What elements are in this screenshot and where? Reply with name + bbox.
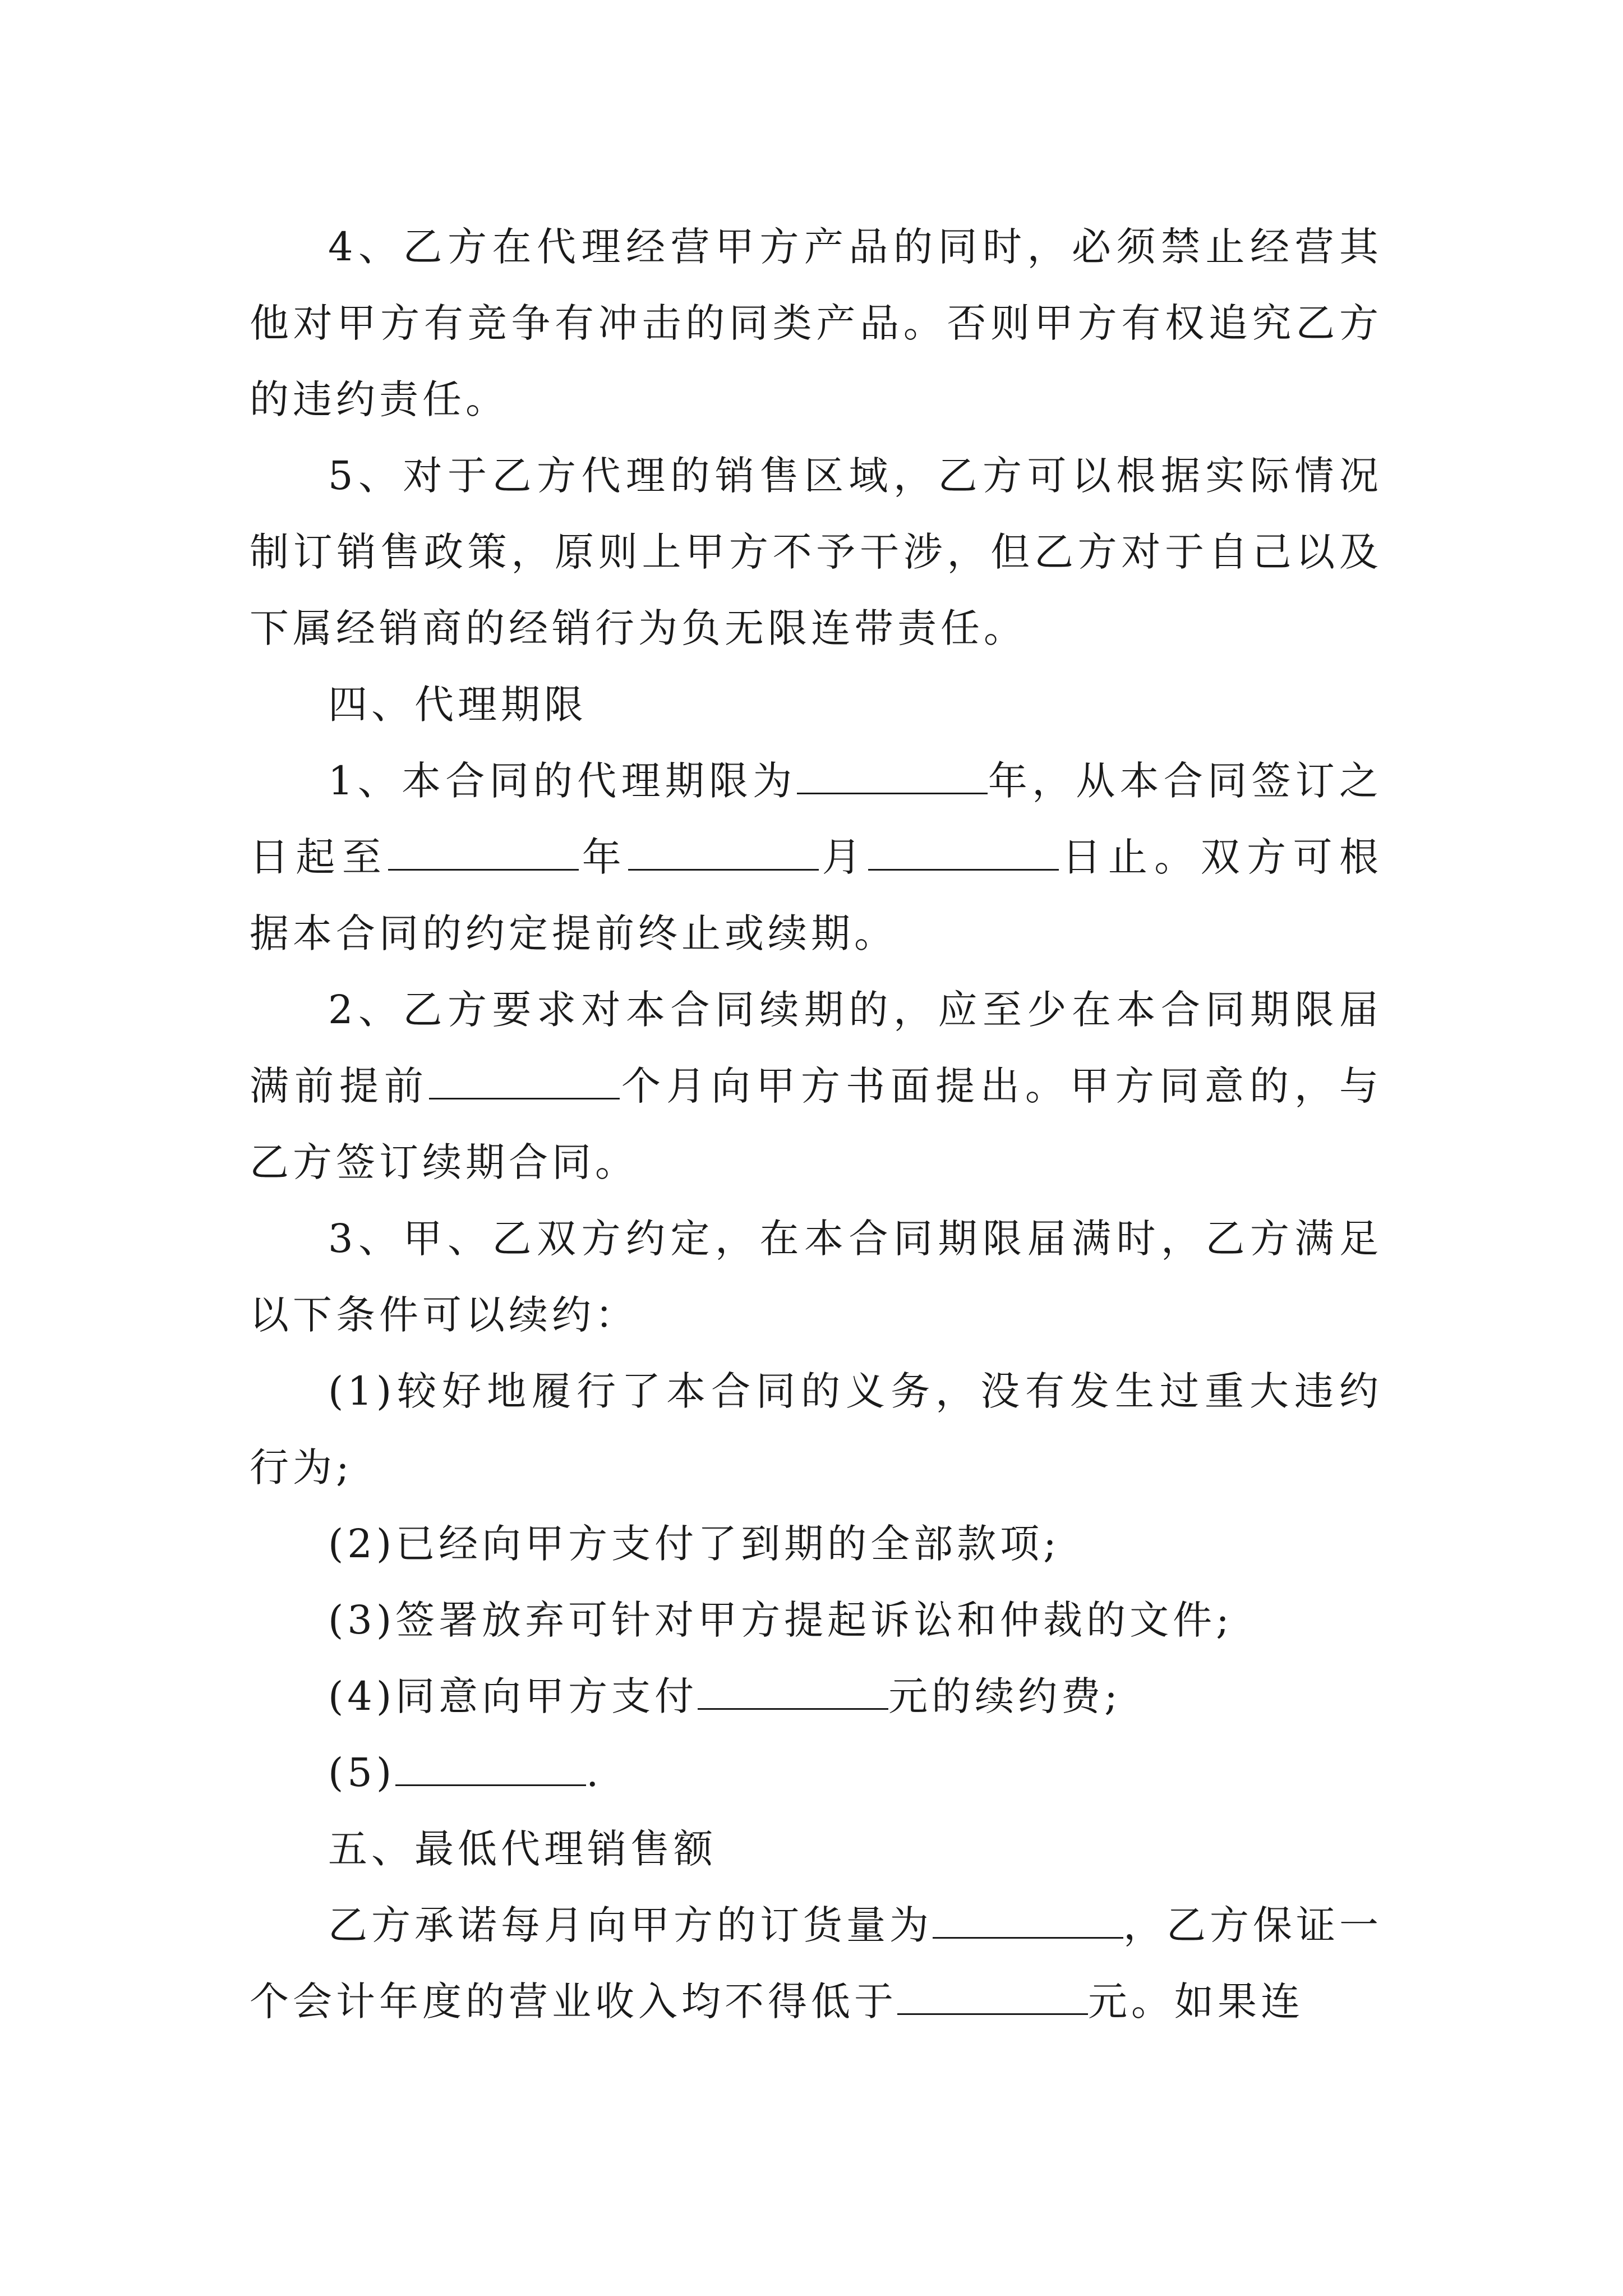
renewal-condition-1	[250, 1353, 1382, 1506]
clause-5-sales-policy	[250, 438, 1382, 666]
renewal-condition-3	[250, 1582, 1382, 1658]
paragraph-text: 3、甲、乙双方约定，在本合同期限届满时，乙方满足以下条件可以续约：	[250, 1216, 1382, 1338]
paragraph-text: 年	[579, 834, 629, 880]
paragraph-text: 乙方承诺每月向甲方的订货量为	[328, 1902, 933, 1948]
list-item-text: (2)已经向甲方支付了到期的全部款项;	[328, 1521, 1061, 1567]
paragraph-text: 月	[819, 834, 869, 880]
section-heading: 五、最低代理销售额	[328, 1826, 717, 1872]
paragraph-text: 2、乙方要求对本合同续期的，应至少在本合同期限届满前提前	[250, 987, 1382, 1109]
clause-term-1	[250, 743, 1382, 972]
paragraph-text: 年，从本合同签订之日起至	[250, 758, 1383, 880]
paragraph-text: 日止。双方可根据本合同的约定提前终止或续期。	[250, 834, 1383, 956]
contract-body	[250, 209, 1382, 2040]
paragraph-text: ，乙方保证一个会计年度的营业收入均不得低于	[250, 1902, 1382, 2024]
list-item-text: (3)签署放弃可针对甲方提起诉讼和仲裁的文件;	[328, 1597, 1233, 1643]
renewal-condition-4	[250, 1658, 1382, 1734]
paragraph-text: 个月向甲方书面提出。甲方同意的，与乙方签订续期合同。	[250, 1063, 1382, 1185]
paragraph-text: 4、乙方在代理经营甲方产品的同时，必须禁止经营其他对甲方有竞争有冲击的同类产品。否则甲方有权追究乙方的违约责任。	[250, 224, 1382, 422]
blank-notice-months[interactable]	[429, 1057, 620, 1099]
renewal-condition-2	[250, 1506, 1382, 1582]
paragraph-text: 元。如果连	[1088, 1978, 1304, 2024]
list-item-text: 元的续约费;	[888, 1673, 1122, 1719]
clause-term-3	[250, 1200, 1382, 1353]
renewal-condition-5	[250, 1734, 1382, 1811]
blank-end-month[interactable]	[628, 829, 819, 871]
paragraph-text: 5、对于乙方代理的销售区域，乙方可以根据实际情况制订销售政策，原则上甲方不予干涉，但乙方对于自己以及下属经销商的经销行为负无限连带责任。	[250, 453, 1382, 651]
blank-annual-revenue[interactable]	[897, 1973, 1088, 2015]
section-heading: 四、代理期限	[328, 682, 587, 728]
clause-term-2	[250, 972, 1382, 1200]
blank-condition-5[interactable]	[395, 1744, 586, 1786]
list-item-text: (1)较好地履行了本合同的义务，没有发生过重大违约行为;	[250, 1368, 1382, 1490]
blank-end-year[interactable]	[388, 829, 579, 871]
blank-monthly-order[interactable]	[933, 1897, 1123, 1939]
blank-renewal-fee[interactable]	[698, 1668, 888, 1710]
list-item-text: (4)同意向甲方支付	[328, 1673, 698, 1719]
list-item-text: .	[586, 1750, 603, 1796]
list-item-text: (5)	[328, 1750, 396, 1796]
blank-term-years[interactable]	[797, 752, 988, 794]
section-heading-minimum-sales	[250, 1811, 1382, 1887]
section-heading-term	[250, 666, 1382, 743]
blank-end-day[interactable]	[868, 829, 1059, 871]
paragraph-text: 1、本合同的代理期限为	[328, 758, 797, 804]
clause-minimum-sales	[250, 1887, 1382, 2040]
clause-4-non-compete	[250, 209, 1382, 438]
